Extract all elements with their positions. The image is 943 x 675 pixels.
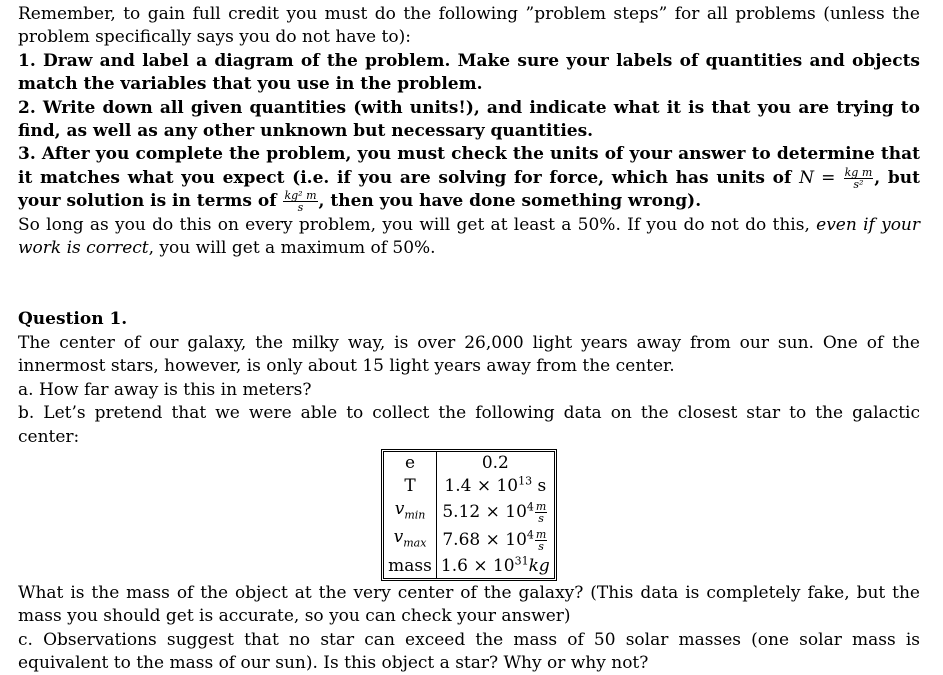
value-exponent: 31 bbox=[515, 554, 529, 567]
document-page bbox=[18, 3, 920, 675]
instruction-step-3 bbox=[18, 143, 920, 213]
force-unit-fraction bbox=[844, 167, 874, 190]
value-unit: kg bbox=[529, 556, 550, 576]
unit-numerator: m bbox=[535, 501, 547, 513]
table-row bbox=[384, 452, 554, 475]
force-unit-denominator: s² bbox=[844, 179, 874, 190]
table-key: T bbox=[384, 475, 437, 498]
value-base: 1.6 × 10 bbox=[441, 556, 515, 576]
wrong-unit-denominator: s bbox=[283, 202, 317, 213]
instruction-step-2: 2. Write down all given quantities (with units!), and indicate what it is that you are trying to find, as well as any other unknown but necessary quantities. bbox=[18, 97, 920, 144]
value-base: 7.68 × 10 bbox=[442, 530, 527, 550]
key-subscript: max bbox=[403, 537, 426, 550]
table-key bbox=[384, 498, 437, 526]
table-row bbox=[384, 475, 554, 498]
unit-denominator: s bbox=[535, 541, 547, 552]
closing-text-italic: even if your work is correct bbox=[18, 215, 920, 258]
step3-text-c: , then you have done something wrong). bbox=[319, 191, 702, 211]
key-subscript: min bbox=[404, 508, 425, 521]
value-exponent: 4 bbox=[527, 500, 534, 513]
table-row bbox=[384, 498, 554, 526]
step3-text-b: , but your solution is in terms of bbox=[18, 168, 920, 211]
value-unit-fraction bbox=[535, 529, 547, 552]
instructions-closing bbox=[18, 214, 920, 261]
unit-denominator: s bbox=[535, 513, 547, 524]
table-key: mass bbox=[384, 555, 437, 578]
table-value: 0.2 bbox=[437, 452, 554, 475]
question-title: Question 1. bbox=[18, 308, 920, 331]
table-value bbox=[437, 555, 554, 578]
value-unit: s bbox=[532, 476, 546, 496]
key-symbol: v bbox=[395, 499, 405, 519]
unit-numerator: m bbox=[535, 529, 547, 541]
instructions-intro: Remember, to gain full credit you must do the following ”problem steps” for all problems (unless the problem specifically says you do not have to): bbox=[18, 3, 920, 50]
section-spacer bbox=[18, 260, 920, 308]
table-key: e bbox=[384, 452, 437, 475]
closing-text-a: So long as you do this on every problem, you will get at least a 50%. If you do not do this, bbox=[18, 215, 816, 235]
closing-text-b: , you will get a maximum of 50%. bbox=[149, 238, 436, 258]
table-row bbox=[384, 526, 554, 554]
table-row bbox=[384, 555, 554, 578]
table-value bbox=[437, 498, 554, 526]
step3-equals: = bbox=[814, 168, 843, 188]
force-unit-numerator: kg m bbox=[844, 167, 874, 179]
wrong-unit-numerator: kg² m bbox=[283, 190, 317, 202]
question-text: The center of our galaxy, the milky way, is over 26,000 light years away from our sun. One of the innermost stars, however, is only about 15 light years away from the center. bbox=[18, 332, 920, 379]
table-value bbox=[437, 475, 554, 498]
table-key bbox=[384, 526, 437, 554]
instruction-step-1: 1. Draw and label a diagram of the problem. Make sure your labels of quantities and objects match the variables that you use in the problem. bbox=[18, 50, 920, 97]
question-part-c: c. Observations suggest that no star can exceed the mass of 50 solar masses (one solar mass is equivalent to the mass of our sun). Is this object a star? Why or why not? bbox=[18, 629, 920, 675]
value-exponent: 4 bbox=[527, 528, 534, 541]
value-exponent: 13 bbox=[518, 474, 532, 487]
question-after-table: What is the mass of the object at the very center of the galaxy? (This data is completely fake, but the mass you should get is accurate, so you can check your answer) bbox=[18, 582, 920, 629]
wrong-unit-fraction bbox=[283, 190, 317, 213]
star-data-table bbox=[381, 449, 557, 581]
value-base: 1.4 × 10 bbox=[444, 476, 518, 496]
question-part-a: a. How far away is this in meters? bbox=[18, 379, 920, 402]
question-part-b: b. Let’s pretend that we were able to collect the following data on the closest star to the galactic center: bbox=[18, 402, 920, 449]
value-base: 5.12 × 10 bbox=[442, 502, 527, 522]
data-table-container bbox=[18, 449, 920, 581]
step3-text-a: 3. After you complete the problem, you must check the units of your answer to determine that it matches what you expect (i.e. if you are solving for force, which has units of bbox=[18, 144, 920, 187]
key-symbol: v bbox=[394, 527, 404, 547]
table-value bbox=[437, 526, 554, 554]
step3-force-symbol: N bbox=[799, 168, 814, 188]
value-unit-fraction bbox=[535, 501, 547, 524]
